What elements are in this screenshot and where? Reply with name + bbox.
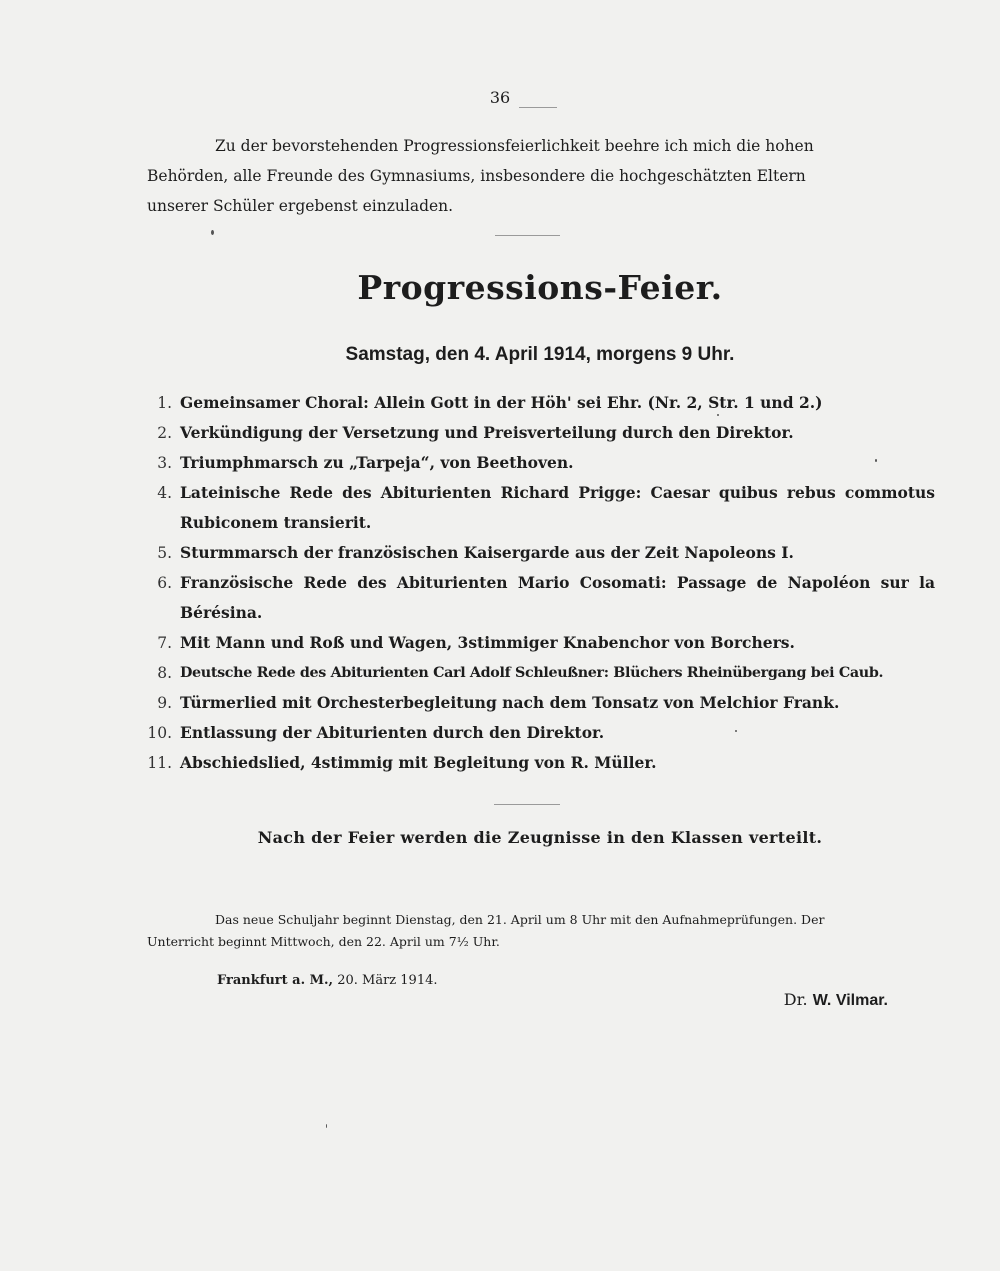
program-item-text-line: Französische Rede des Abiturienten Mario Cosomati: Passage de Napoléon sur la bbox=[180, 573, 935, 592]
signature bbox=[784, 990, 888, 1010]
program-item-text: Gemeinsamer Choral: Allein Gott in der Höh' sei Ehr. (Nr. 2, Str. 1 und 2.) bbox=[180, 393, 823, 412]
program-item-number: 10. bbox=[147, 724, 172, 742]
program-item-number: 6. bbox=[157, 574, 172, 592]
program-item bbox=[140, 628, 935, 658]
date: 20. März 1914. bbox=[337, 973, 438, 988]
scan-speck bbox=[211, 230, 214, 235]
page-number-rule bbox=[519, 107, 557, 108]
event-date-subtitle: Samstag, den 4. April 1914, morgens 9 Uhr. bbox=[345, 344, 735, 365]
program-item-number: 9. bbox=[157, 694, 172, 712]
program-item-number: 1. bbox=[157, 394, 172, 412]
program-item-text: Mit Mann und Roß und Wagen, 3stimmiger Knabenchor von Borchers. bbox=[180, 633, 795, 652]
place: Frankfurt a. M., bbox=[217, 973, 334, 988]
program-item bbox=[140, 748, 935, 778]
place-and-date bbox=[217, 973, 438, 988]
program-item-text: Türmerlied mit Orchesterbegleitung nach dem Tonsatz von Melchior Frank. bbox=[180, 693, 840, 712]
program-item-text bbox=[180, 478, 935, 538]
school-year-notice bbox=[147, 909, 935, 953]
program-item-text: Abschiedslied, 4stimmig mit Begleitung von R. Müller. bbox=[180, 753, 657, 772]
program-item-text-line: Bérésina. bbox=[180, 603, 263, 622]
signature-title: Dr. bbox=[783, 990, 808, 1009]
divider-rule bbox=[494, 804, 560, 805]
program-item bbox=[140, 388, 935, 418]
scan-speck bbox=[717, 414, 719, 416]
page-title: Progressions-Feier. bbox=[357, 268, 723, 307]
program-item-number: 3. bbox=[157, 454, 172, 472]
scan-speck bbox=[735, 730, 737, 732]
notice-line: Das neue Schuljahr beginnt Dienstag, den 21. April um 8 Uhr mit den Aufnahmeprüfungen. Der bbox=[215, 912, 825, 927]
intro-line: Behörden, alle Freunde des Gymnasiums, insbesondere die hochgeschätzten Eltern bbox=[147, 167, 806, 185]
program-item-number: 5. bbox=[157, 544, 172, 562]
program-item-text-line: Rubiconem transierit. bbox=[180, 513, 372, 532]
program-item bbox=[140, 538, 935, 568]
program-item bbox=[140, 688, 935, 718]
program-item bbox=[140, 478, 935, 538]
program-item-text: Sturmmarsch der französischen Kaisergarde aus der Zeit Napoleons I. bbox=[180, 543, 794, 562]
program-item-number: 8. bbox=[157, 664, 172, 682]
closing-note: Nach der Feier werden die Zeugnisse in den Klassen verteilt. bbox=[257, 828, 823, 847]
program-item-text-line: Lateinische Rede des Abiturienten Richard Prigge: Caesar quibus rebus commotus bbox=[180, 483, 935, 502]
program-item-number: 7. bbox=[157, 634, 172, 652]
program-item-number: 2. bbox=[157, 424, 172, 442]
scan-speck bbox=[326, 1124, 327, 1128]
program-list bbox=[140, 388, 935, 778]
intro-line: unserer Schüler ergebenst einzuladen. bbox=[147, 197, 454, 215]
program-item bbox=[140, 658, 935, 688]
notice-line: Unterricht beginnt Mittwoch, den 22. April um 7½ Uhr. bbox=[147, 934, 500, 949]
program-item bbox=[140, 568, 935, 628]
scan-speck bbox=[875, 459, 877, 462]
program-item-number: 4. bbox=[157, 484, 172, 502]
program-item-number: 11. bbox=[147, 754, 172, 772]
program-item bbox=[140, 418, 935, 448]
program-item bbox=[140, 448, 935, 478]
page-number: 36 bbox=[489, 88, 511, 107]
program-item-text: Deutsche Rede des Abiturienten Carl Adolf Schleußner: Blüchers Rheinübergang bei Caub. bbox=[180, 665, 884, 681]
program-item-text: Triumphmarsch zu „Tarpeja“, von Beethoven. bbox=[180, 453, 574, 472]
program-item-text: Verkündigung der Versetzung und Preisverteilung durch den Direktor. bbox=[180, 423, 794, 442]
program-item-text: Entlassung der Abiturienten durch den Direktor. bbox=[180, 723, 605, 742]
program-item bbox=[140, 718, 935, 748]
intro-paragraph bbox=[147, 131, 935, 221]
signature-name: W. Vilmar. bbox=[812, 992, 888, 1009]
program-item-text bbox=[180, 568, 935, 628]
intro-line: Zu der bevorstehenden Progressionsfeierlichkeit beehre ich mich die hohen bbox=[215, 137, 814, 155]
divider-rule bbox=[495, 235, 560, 236]
